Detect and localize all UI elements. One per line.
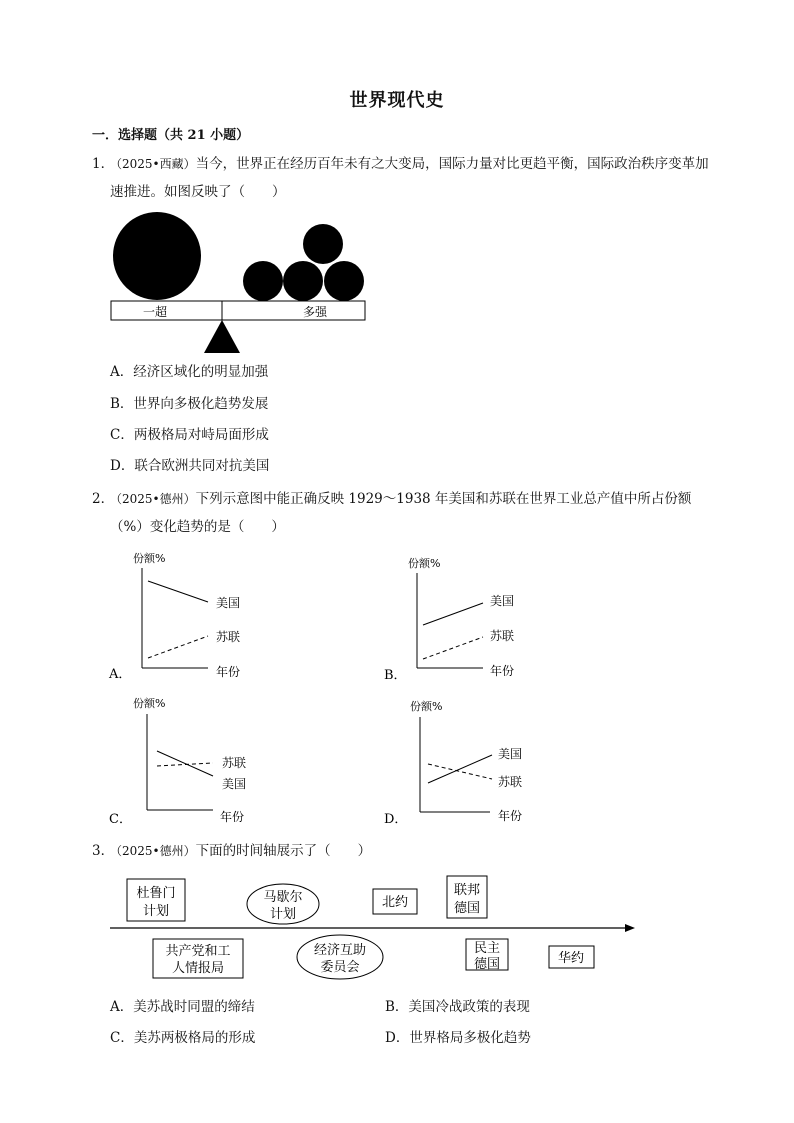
q3-number: 3． [92, 843, 115, 859]
marshall-line1: 马歇尔 [263, 890, 303, 905]
x-axis-label: 年份 [220, 810, 245, 824]
frg-line2: 德国 [453, 901, 481, 916]
warsaw-pact-label: 华约 [557, 951, 585, 966]
q3-timeline [105, 870, 645, 985]
power-circle [283, 261, 323, 301]
q2-source: （2025•德州） [110, 492, 196, 506]
q1-text: 当今，世界正在经历百年未有之大变局，国际力量对比更趋平衡，国际政治秩序变革加速推进。如图反映了（ ） [110, 156, 709, 200]
truman-line1: 杜鲁门 [136, 886, 176, 901]
arrowhead-icon [625, 924, 635, 932]
ussr-label: 苏联 [498, 775, 523, 789]
q2-number: 2． [92, 491, 115, 507]
ussr-line [148, 636, 208, 658]
option-letter-b: B． [384, 668, 407, 683]
q3-text: 下面的时间轴展示了（ ） [195, 843, 372, 859]
truman-line2: 计划 [142, 904, 170, 919]
q1-option-c[interactable]: C．两极格局对峙局面形成 [110, 427, 269, 443]
q3-source: （2025•德州） [110, 844, 196, 858]
ussr-line [428, 764, 492, 779]
q3-option-a[interactable]: A．美苏战时同盟的缔结 [110, 999, 255, 1015]
y-axis-label: 份额% [408, 557, 441, 570]
gdr-line2: 德国 [473, 957, 501, 972]
ussr-line [423, 637, 483, 659]
nato-label: 北约 [381, 895, 409, 910]
usa-line [148, 581, 208, 602]
q2-chart-a[interactable] [105, 548, 265, 683]
ussr-label: 苏联 [490, 629, 515, 643]
x-axis-label: 年份 [498, 809, 523, 823]
option-letter-a: A． [109, 667, 132, 682]
section-heading: 一．选择题（共 21 小题） [92, 128, 250, 143]
page-title: 世界现代史 [349, 90, 445, 111]
x-axis-label: 年份 [216, 665, 241, 679]
q3-option-d[interactable]: D．世界格局多极化趋势 [385, 1030, 531, 1046]
q3-option-c[interactable]: C．美苏两极格局的形成 [110, 1030, 256, 1046]
power-circle [324, 261, 364, 301]
marshall-line2: 计划 [269, 907, 297, 922]
superpower-circle [113, 212, 201, 300]
usa-label: 美国 [222, 777, 247, 791]
ussr-label: 苏联 [216, 630, 241, 644]
cominform-line1: 共产党和工 [165, 944, 231, 959]
q3-stem [110, 837, 710, 865]
usa-line [428, 755, 492, 783]
q2-chart-d[interactable] [380, 692, 540, 827]
power-circle [303, 224, 343, 264]
gdr-line1: 民主 [473, 941, 501, 956]
q2-chart-b[interactable] [380, 548, 540, 683]
one-super-label: 一超 [142, 305, 168, 319]
q1-option-d[interactable]: D．联合欧洲共同对抗美国 [110, 458, 270, 474]
q2-chart-c[interactable] [105, 692, 265, 827]
y-axis-label: 份额% [133, 697, 166, 710]
x-axis-label: 年份 [490, 664, 515, 678]
multi-powers-label: 多强 [302, 305, 328, 319]
y-axis-label: 份额% [133, 552, 166, 565]
usa-line [157, 751, 213, 776]
usa-label: 美国 [498, 747, 523, 761]
q1-balance-figure [105, 210, 375, 356]
ussr-label: 苏联 [222, 756, 247, 770]
comecon-line2: 委员会 [320, 960, 360, 975]
fulcrum-triangle [204, 320, 240, 353]
frg-line1: 联邦 [453, 883, 481, 898]
q1-option-a[interactable]: A．经济区域化的明显加强 [110, 364, 269, 380]
usa-label: 美国 [216, 596, 241, 610]
option-letter-c: C． [109, 812, 132, 827]
usa-line [423, 603, 483, 625]
q1-option-b[interactable]: B．世界向多极化趋势发展 [110, 396, 269, 412]
q1-source: （2025•西藏） [110, 157, 196, 171]
q3-option-b[interactable]: B．美国冷战政策的表现 [385, 999, 530, 1015]
comecon-line1: 经济互助 [313, 943, 367, 958]
usa-label: 美国 [490, 594, 515, 608]
q1-stem [110, 150, 710, 206]
q2-text: 下列示意图中能正确反映 1929～1938 年美国和苏联在世界工业总产值中所占份额（%）变化趋势的是（ ） [110, 491, 692, 535]
power-circle [243, 261, 283, 301]
y-axis-label: 份额% [410, 700, 443, 713]
cominform-line2: 人情报局 [171, 961, 225, 976]
q1-number: 1． [92, 156, 115, 172]
q2-stem [110, 485, 710, 541]
option-letter-d: D． [384, 812, 408, 827]
